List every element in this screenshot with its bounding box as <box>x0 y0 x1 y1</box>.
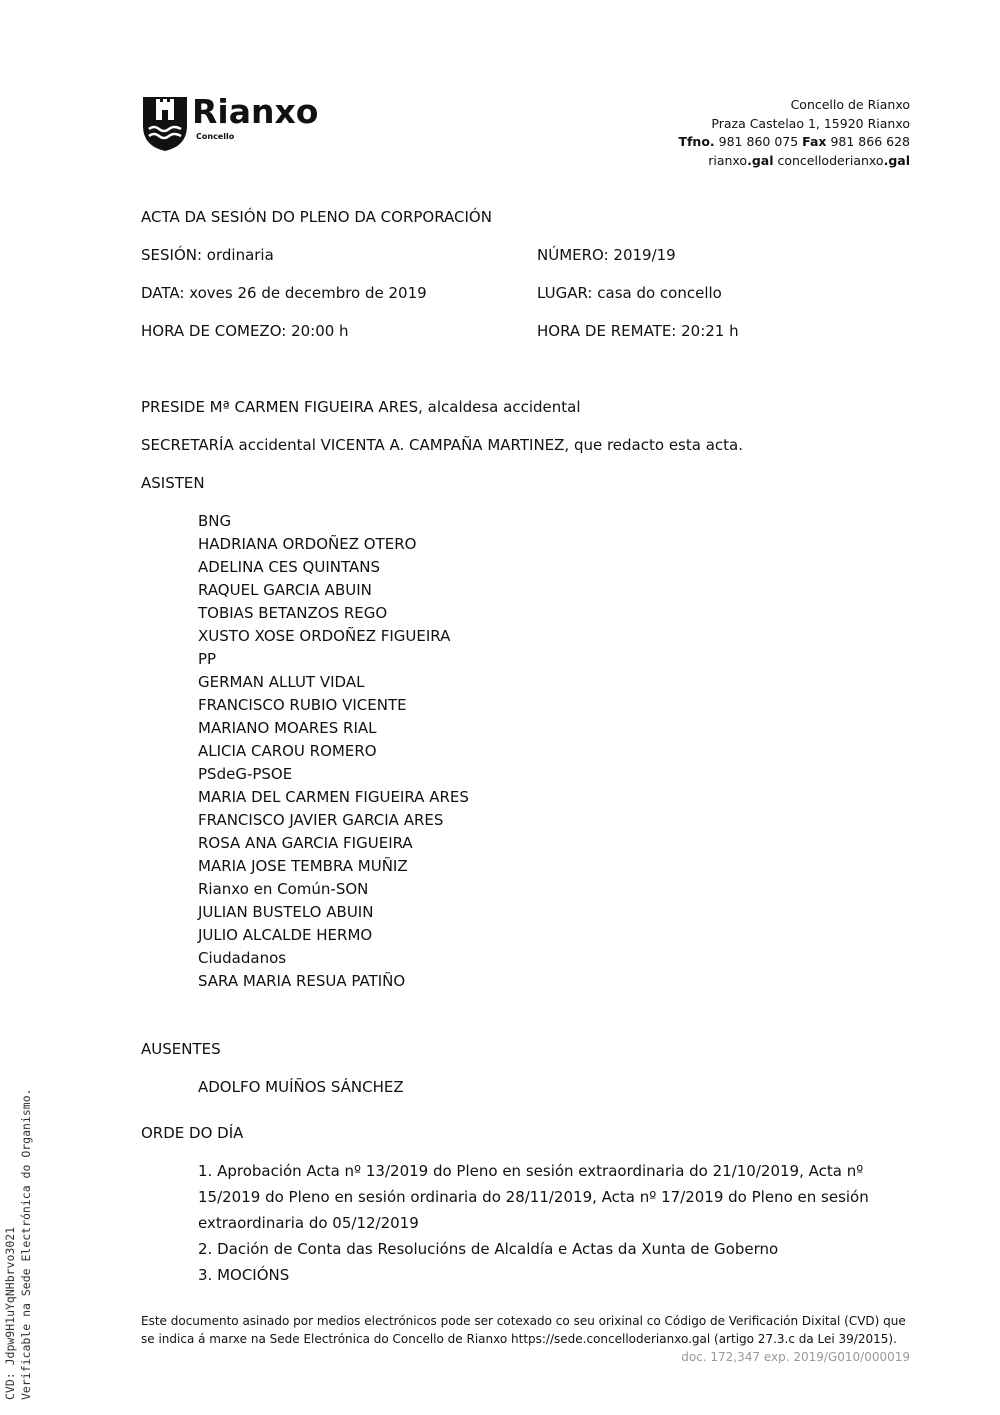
logo <box>142 92 352 152</box>
agenda-list <box>198 1158 878 1288</box>
street-address: Praza Castelao 1, 15920 Rianxo <box>711 115 910 131</box>
session-number: NÚMERO: 2019/19 <box>537 246 676 264</box>
attendee-item: XUSTO XOSE ORDOÑEZ FIGUEIRA <box>198 627 451 645</box>
attendee-item: HADRIANA ORDOÑEZ OTERO <box>198 535 417 553</box>
fax-value: 981 866 628 <box>830 134 910 149</box>
attendee-item: RAQUEL GARCIA ABUIN <box>198 581 372 599</box>
attendee-item: Ciudadanos <box>198 949 287 967</box>
attendee-item: MARIA JOSE TEMBRA MUÑIZ <box>198 857 408 875</box>
attendees-heading: ASISTEN <box>141 474 205 492</box>
preside-line: PRESIDE Mª CARMEN FIGUEIRA ARES, alcaldesa accidental <box>141 398 581 416</box>
doc-reference: doc. 172,347 exp. 2019/G010/000019 <box>681 1350 910 1364</box>
footer-note: Este documento asinado por medios electrónicos pode ser cotexado co seu orixinal co Código de Verificación Dixital (CVD) que se indica á marxe na Sede Electrónica do Concello de Rianxo https://sede.concelloderianxo.gal (artigo 27.3.c da Lei 39/2015). <box>141 1314 906 1346</box>
fax-label: Fax <box>802 134 827 149</box>
end-time: HORA DE REMATE: 20:21 h <box>537 322 739 340</box>
start-time: HORA DE COMEZO: 20:00 h <box>141 322 349 340</box>
attendee-item: BNG <box>198 512 232 530</box>
web1-suf: .gal <box>747 152 774 168</box>
attendee-item: ALICIA CAROU ROMERO <box>198 742 377 760</box>
doc-title: ACTA DA SESIÓN DO PLENO DA CORPORACIÓN <box>141 208 492 226</box>
attendee-item: Rianxo en Común-SON <box>198 880 369 898</box>
attendee-item: JULIO ALCALDE HERMO <box>198 926 373 944</box>
brand-name: Rianxo <box>192 92 319 131</box>
tel-value: 981 860 075 <box>718 134 799 149</box>
web2-pre: concelloderianxo <box>777 152 884 168</box>
agenda-item: 2. Dación de Conta das Resolucións de Alcaldía e Actas da Xunta de Goberno <box>198 1240 779 1258</box>
cvd-verify: Verificable na Sede Electrónica do Organismo. <box>19 1088 33 1400</box>
header-address <box>678 96 910 170</box>
agenda-heading: ORDE DO DÍA <box>141 1124 244 1142</box>
attendee-item: FRANCISCO JAVIER GARCIA ARES <box>198 811 444 829</box>
attendees-list <box>198 510 469 993</box>
attendee-item: MARIA DEL CARMEN FIGUEIRA ARES <box>198 788 469 806</box>
coat-of-arms-icon <box>142 96 188 152</box>
absentee-item: ADOLFO MUÍÑOS SÁNCHEZ <box>198 1078 404 1096</box>
cvd-code: CVD: Jdpw9H1uYqNHbrvo3021 <box>3 1226 17 1400</box>
web-line <box>678 152 910 171</box>
org-name: Concello de Rianxo <box>790 97 910 112</box>
session-date: DATA: xoves 26 de decembro de 2019 <box>141 284 427 302</box>
absentees-heading: AUSENTES <box>141 1040 221 1058</box>
attendee-item: ROSA ANA GARCIA FIGUEIRA <box>198 834 413 852</box>
brand-sub: Concello <box>196 132 235 141</box>
secretary-line: SECRETARÍA accidental VICENTA A. CAMPAÑA MARTINEZ, que redacto esta acta. <box>141 436 743 454</box>
attendee-item: FRANCISCO RUBIO VICENTE <box>198 696 407 714</box>
attendee-item: PSdeG-PSOE <box>198 765 293 783</box>
tel-label: Tfno. <box>678 134 715 149</box>
phone-line <box>678 133 910 152</box>
attendee-item: JULIAN BUSTELO ABUIN <box>198 903 374 921</box>
session-type: SESIÓN: ordinaria <box>141 246 274 264</box>
agenda-item: 3. MOCIÓNS <box>198 1266 290 1284</box>
attendee-item: ADELINA CES QUINTANS <box>198 558 380 576</box>
attendee-item: TOBIAS BETANZOS REGO <box>198 604 388 622</box>
agenda-item: 1. Aprobación Acta nº 13/2019 do Pleno en sesión extraordinaria do 21/10/2019, Acta nº 15/2019 do Pleno en sesión ordinaria do 28/11/2019, Acta nº 17/2019 do Pleno en sesión extraordinaria do 05/12/2019 <box>198 1162 869 1232</box>
attendee-item: GERMAN ALLUT VIDAL <box>198 673 365 691</box>
attendee-item: PP <box>198 650 217 668</box>
web1-pre: rianxo <box>708 152 748 168</box>
web2-suf: .gal <box>883 152 910 168</box>
attendee-item: SARA MARIA RESUA PATIÑO <box>198 972 406 990</box>
session-place: LUGAR: casa do concello <box>537 284 722 302</box>
attendee-item: MARIANO MOARES RIAL <box>198 719 377 737</box>
